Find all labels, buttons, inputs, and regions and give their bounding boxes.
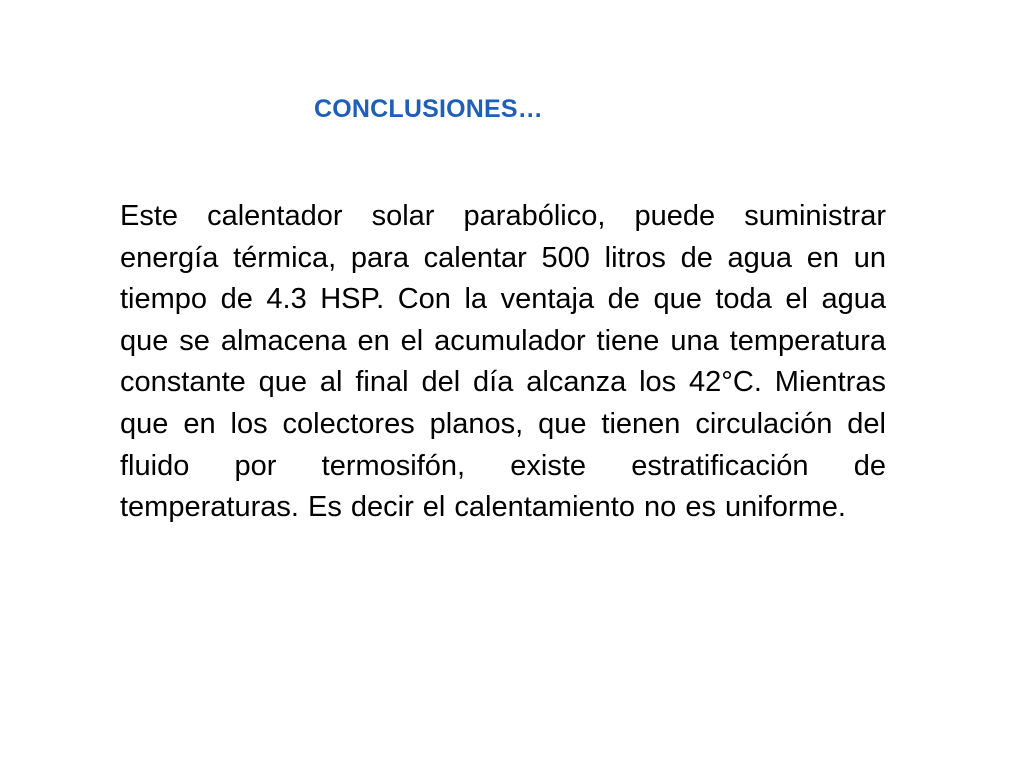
conclusion-paragraph: Este calentador solar parabólico, puede suministrar energía térmica, para calentar 500 litros de agua en un tiempo de 4.3 HSP. Con la ventaja de que toda el agua que se almacena en el acumulador tiene una temperatura constante que al final del día alcanza los 42°C. Mientras que en los colectores planos, que tienen circulación del fluido por termosifón, existe estratificación de temperaturas. Es decir el calentamiento no es uniforme. (120, 200, 886, 524)
slide-title: CONCLUSIONES… (314, 95, 544, 123)
